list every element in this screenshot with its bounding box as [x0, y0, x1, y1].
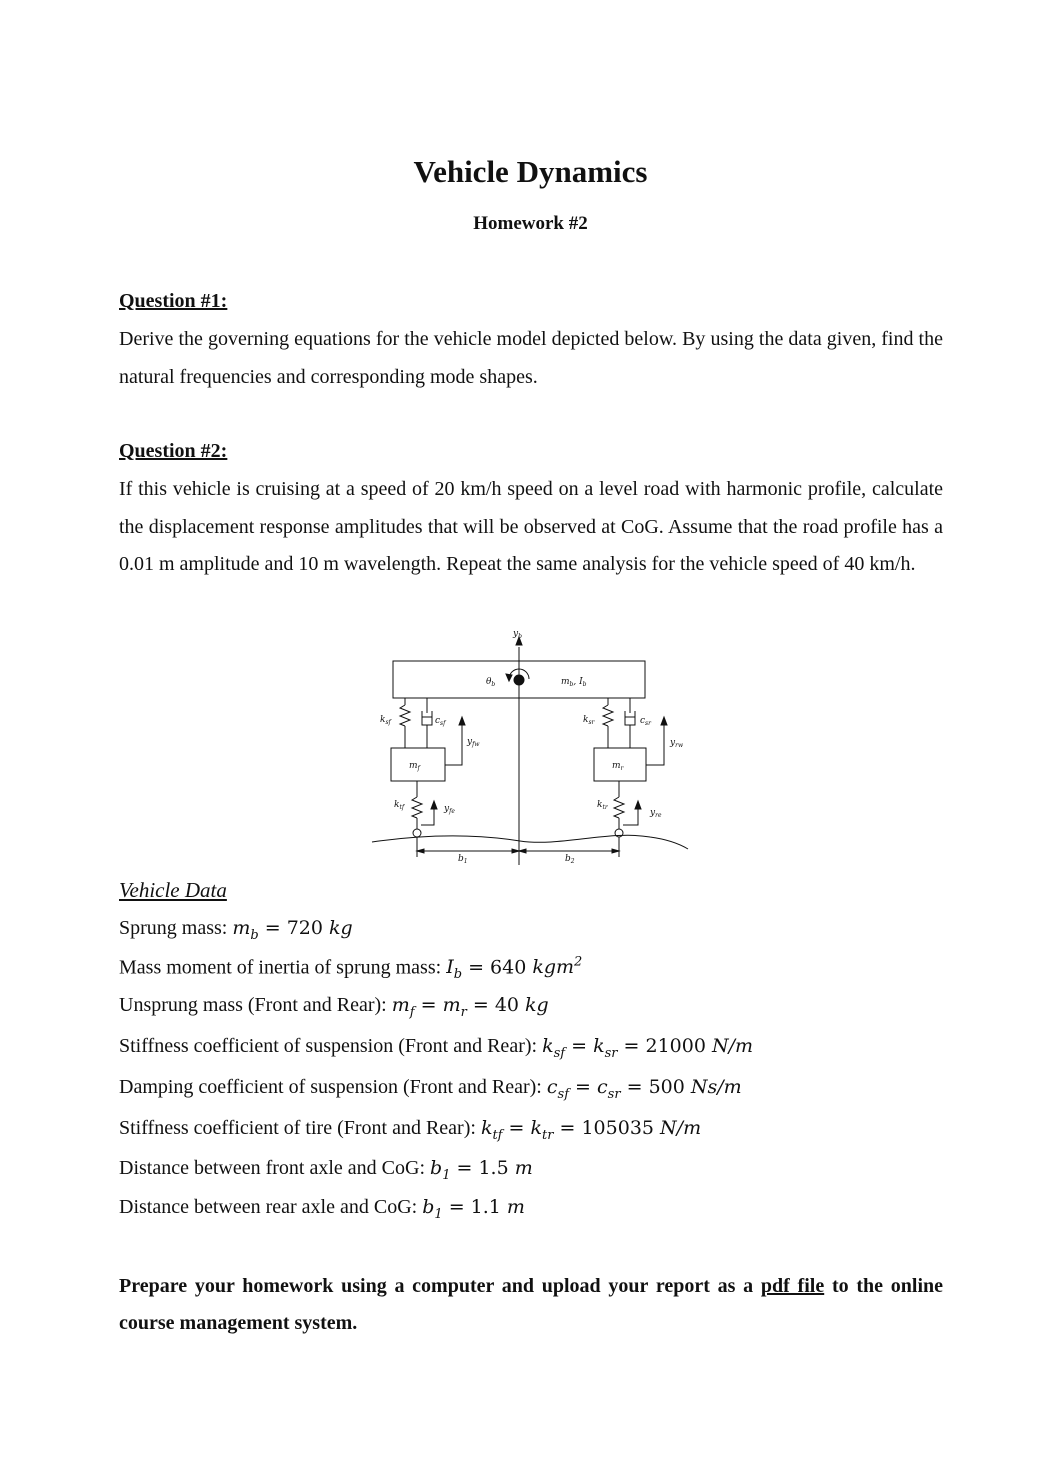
data-row-tire-stiffness: Stiffness coefficient of tire (Front and Rear): $k_{tf} = k_{tr} = 105035$ N/m	[119, 1117, 702, 1143]
label-ktr: $k_{tr}$	[597, 800, 608, 811]
vehicle-model-figure	[360, 625, 700, 870]
label-yb: $y_b$	[513, 629, 522, 640]
label-yrw: $y_{rw}$	[670, 738, 684, 749]
front-contact-point	[413, 829, 421, 837]
front-damper	[422, 711, 432, 725]
rear-damper	[625, 711, 635, 725]
label-ksr: $k_{sr}$	[583, 715, 595, 726]
page-subtitle: Homework #2	[473, 213, 588, 234]
label-b2: $b_2$	[565, 854, 575, 865]
data-row-rear-distance: Distance between rear axle and CoG: $b_1 = 1.1$ m	[119, 1196, 525, 1222]
page-title: Vehicle Dynamics	[413, 154, 648, 189]
question-1-heading: Question #1:	[119, 290, 228, 312]
front-tire-spring	[412, 797, 422, 818]
label-yfe: $y_{fe}$	[444, 804, 455, 815]
question-2-text: If this vehicle is cruising at a speed of 20 km/h speed on a level road with harmonic profile, calculate the displacement response amplitudes that will be observed at CoG. Assume that the road profile has a 0.01 m amplitude and 10 m wavelength. Repeat the same analysis for the vehicle speed of 40 km/h.	[119, 478, 943, 576]
vehicle-data-heading: Vehicle Data	[119, 878, 227, 902]
label-mb-ib: $m_b$, $I_b$	[561, 677, 587, 688]
rear-suspension-spring	[603, 705, 613, 726]
label-csr: $c_{sr}$	[640, 716, 651, 727]
rear-tire-spring	[614, 797, 624, 818]
label-yre: $y_{re}$	[650, 808, 662, 819]
data-row-sprung-mass: Sprung mass: $m_b = 720$ kg	[119, 917, 353, 943]
label-csf: $c_{sf}$	[435, 716, 446, 727]
data-row-front-distance: Distance between front axle and CoG: $b_1 = 1.5$ m	[119, 1157, 533, 1183]
road-profile	[372, 835, 688, 849]
label-yfw: $y_{fw}$	[467, 737, 480, 748]
label-ksf: $k_{sf}$	[380, 715, 391, 726]
front-suspension-spring	[400, 705, 410, 726]
pdf-file-text: pdf file	[760, 1275, 825, 1297]
cog-dot	[514, 675, 524, 685]
data-row-suspension-stiffness: Stiffness coefficient of suspension (Front and Rear): $k_{sf} = k_{sr} = 21000$ N/m	[119, 1035, 754, 1061]
label-mf: $m_f$	[409, 761, 420, 772]
label-mr: $m_r$	[612, 761, 624, 772]
label-theta-b: $\theta_b$	[486, 677, 496, 688]
label-ktf: $k_{tf}$	[394, 800, 405, 811]
question-1-text: Derive the governing equations for the vehicle model depicted below. By using the data given, find the natural frequencies and corresponding mode shapes.	[119, 328, 943, 388]
data-row-unsprung-mass: Unsprung mass (Front and Rear): $m_f = m_r = 40$ kg	[119, 994, 549, 1020]
rotation-arrowhead	[506, 674, 512, 681]
question-2-heading: Question #2:	[119, 440, 228, 462]
data-row-inertia: Mass moment of inertia of sprung mass: $I_b = 640$ kgm$^2$	[119, 955, 583, 983]
data-row-suspension-damping: Damping coefficient of suspension (Front and Rear): $c_{sf} = c_{sr} = 500$ Ns/m	[119, 1076, 742, 1102]
submission-instructions: Prepare your homework using a computer and upload your report as a pdf file to the online course management system.	[119, 1275, 943, 1334]
label-b1: $b_1$	[458, 854, 468, 865]
